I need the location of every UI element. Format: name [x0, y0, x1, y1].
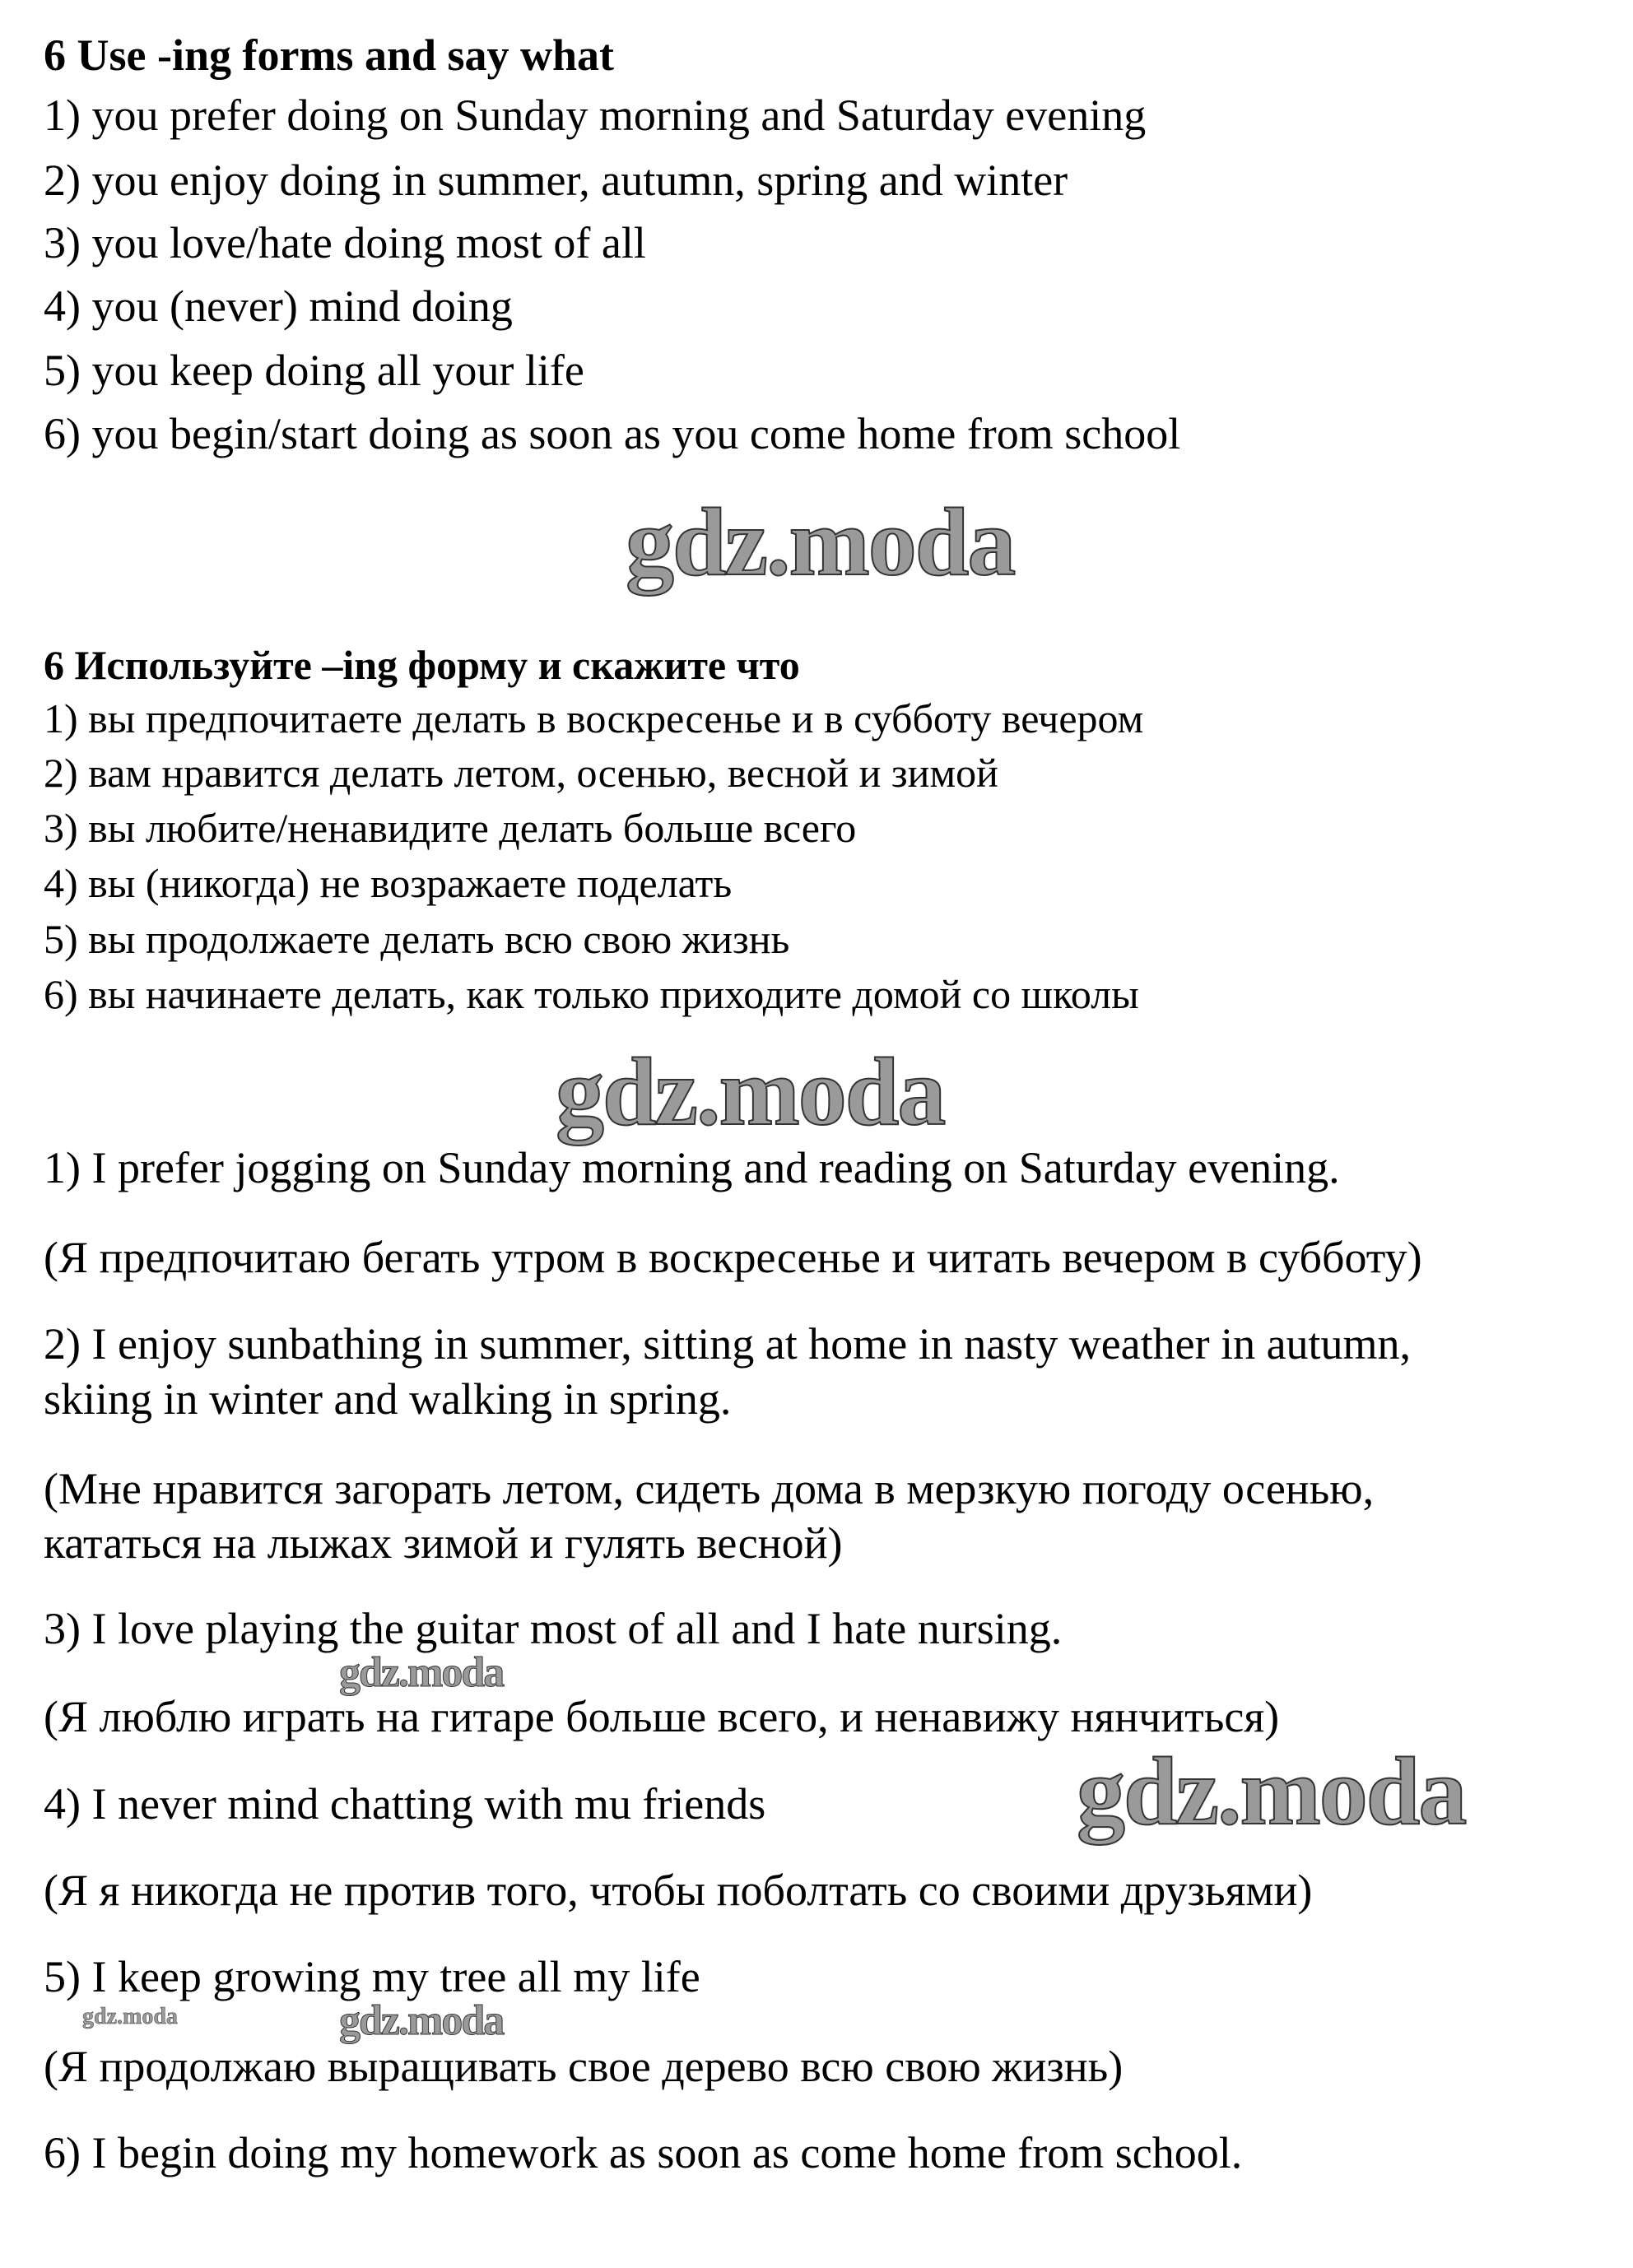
answer-en: 6) I begin doing my homework as soon as come home from school. [44, 2128, 1243, 2177]
answer-en: 5) I keep growing my tree all my life [44, 1952, 700, 2001]
answer-ru: (Я я никогда не против того, чтобы поболтать со своими друзьями) [44, 1866, 1313, 1915]
task-title-ru: 6 Используйте –ing форму и скажите что [44, 642, 800, 688]
answer-ru: (Я продолжаю выращивать свое дерево всю свою жизнь) [44, 2042, 1124, 2091]
watermark-logo: gdz.moda [82, 2004, 178, 2029]
answer-ru: (Я предпочитаю бегать утром в воскресенье и читать вечером в субботу) [44, 1233, 1422, 1282]
answer-en: 1) I prefer jogging on Sunday morning and reading on Saturday evening. [44, 1143, 1340, 1192]
answer-ru: кататься на лыжах зимой и гулять весной) [44, 1518, 843, 1568]
watermark-logo: gdz.moda [626, 488, 1015, 596]
answer-ru: (Мне нравится загорать летом, сидеть дома в мерзкую погоду осенью, [44, 1464, 1375, 1513]
answer-en: 2) I enjoy sunbathing in summer, sitting at home in nasty weather in autumn, [44, 1319, 1412, 1369]
task-item: 5) you keep doing all your life [44, 346, 584, 395]
watermark-logo: gdz.moda [1077, 1737, 1466, 1845]
task-item-ru: 4) вы (никогда) не возражаете поделать [44, 860, 733, 906]
answer-ru: (Я люблю играть на гитаре больше всего, и ненавижу нянчиться) [44, 1692, 1280, 1741]
task-item: 6) you begin/start doing as soon as you come home from school [44, 409, 1181, 458]
task-title: 6 Use -ing forms and say what [44, 30, 615, 80]
task-item-ru: 1) вы предпочитаете делать в воскресенье и в субботу вечером [44, 695, 1144, 741]
task-item-ru: 3) вы любите/ненавидите делать больше всего [44, 805, 857, 851]
task-item: 1) you prefer doing on Sunday morning and Saturday evening [44, 91, 1147, 140]
answer-en: 4) I never mind chatting with mu friends [44, 1779, 766, 1829]
task-item: 3) you love/hate doing most of all [44, 218, 646, 267]
watermark-logo: gdz.moda [556, 1038, 945, 1146]
watermark-logo: gdz.moda [339, 1649, 504, 1696]
watermark-logo: gdz.moda [339, 1997, 504, 2044]
task-item-ru: 5) вы продолжаете делать всю свою жизнь [44, 916, 790, 962]
task-item-ru: 2) вам нравится делать летом, осенью, весной и зимой [44, 750, 998, 796]
answer-en: 3) I love playing the guitar most of all and I hate nursing. [44, 1604, 1063, 1653]
task-item: 2) you enjoy doing in summer, autumn, spring and winter [44, 156, 1068, 205]
task-item-ru: 6) вы начинаете делать, как только приходите домой со школы [44, 971, 1139, 1017]
answer-en: skiing in winter and walking in spring. [44, 1374, 732, 1424]
task-item: 4) you (never) mind doing [44, 281, 513, 331]
